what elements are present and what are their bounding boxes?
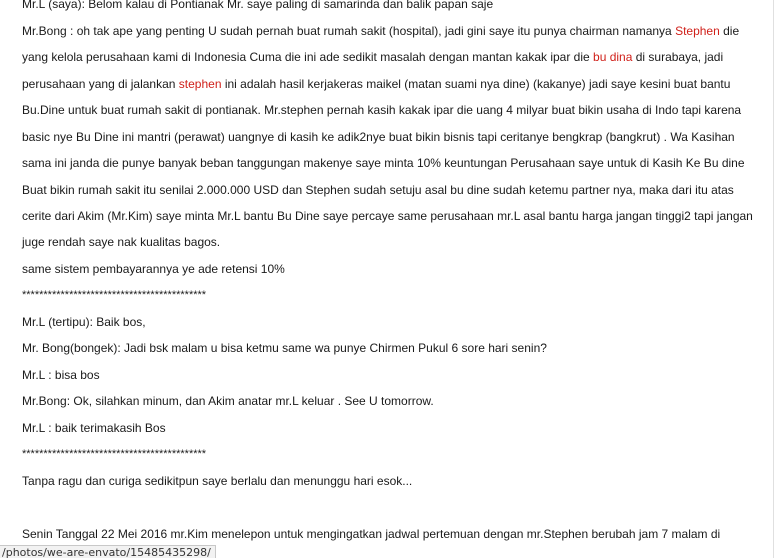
dialog-line-bong-4: Bu.Dine untuk buat rumah sakit di pontianak. Mr.stephen pernah kasih kakak ipar die uang 4 milyar buat bikin usaha di Indo tapi karena xyxy=(22,103,742,117)
narration-tanpa-ragu: Tanpa ragu dan curiga sedikitpun saye berlalu dan menunggu hari esok... xyxy=(22,474,413,488)
text-segment: Mr.Bong : oh tak ape yang penting U sudah pernah buat rumah sakit (hospital), jadi gini saye itu punya chairman namanya xyxy=(22,24,676,38)
dialog-line-sistem: same sistem pembayarannya ye ade retensi 10% xyxy=(22,262,285,276)
dialog-line-tertipu: Mr.L (tertipu): Baik bos, xyxy=(22,315,146,329)
dialog-line-bongek: Mr. Bong(bongek): Jadi bsk malam u bisa ketmu same wa punye Chirmen Pukul 6 sore hari senin? xyxy=(22,341,547,355)
text-segment: perusahaan yang di jalankan xyxy=(22,77,179,91)
highlight-name-stephen: Stephen xyxy=(675,24,720,38)
dialog-line-mrl-saya: Mr.L (saya): Belom kalau di Pontianak Mr. saye paling di samarinda dan balik papan saje xyxy=(22,0,494,11)
highlight-name-stephen-2: stephen xyxy=(178,77,222,91)
dialog-line-bong-6: sama ini janda die punye banyak beban tanggungan makenye saye minta 10% keuntungan Perusahaan saye untuk di Kasih Ke Bu dine xyxy=(22,156,745,170)
dialog-line-bisa-bos: Mr.L : bisa bos xyxy=(22,368,100,382)
dialog-line-bong-1 xyxy=(22,24,739,39)
dialog-line-bong-7: Buat bikin rumah sakit itu senilai 2.000.000 USD dan Stephen sudah setuju asal bu dine sudah ketemu partner nya, maka dari itu atas xyxy=(22,183,734,197)
dialog-line-bong-3 xyxy=(22,77,730,92)
separator-stars-2: ******************************************* xyxy=(22,448,207,460)
text-segment: yang kelola perusahaan kami di Indonesia Cuma die ini ade sedikit masalah dengan mantan kakak ipar die xyxy=(22,50,594,64)
dialog-line-bong-5: basic nye Bu Dine ini mantri (perawat) uangnye di kasih ke adik2nye buat bikin bisnis tapi ceritanye bengkrap (bangkrut) . Wa Kasihan xyxy=(22,130,735,144)
text-segment: die xyxy=(719,24,740,38)
dialog-line-silahkan: Mr.Bong: Ok, silahkan minum, dan Akim anatar mr.L keluar . See U tomorrow. xyxy=(22,394,434,408)
highlight-name-bu-dina: bu dina xyxy=(593,50,633,64)
separator-stars: ******************************************* xyxy=(22,289,207,301)
dialog-line-bong-2 xyxy=(22,50,723,65)
dialog-line-bong-8: cerite dari Akim (Mr.Kim) saye minta Mr.L bantu Bu Dine saye percaye same perusahaan mr.L asal bantu harga jangan tinggi2 tapi jangan xyxy=(22,209,753,223)
status-bar-link-url: /photos/we-are-envato/15485435298/ xyxy=(0,545,216,558)
dialog-line-bong-9: juge rendah saye nak kualitas bagos. xyxy=(22,235,221,249)
text-segment: ini adalah hasil kerjakeras maikel (matan suami nya dine) (kakanye) jadi saye kesini buat bantu xyxy=(221,77,731,91)
dialog-line-terimakasih: Mr.L : baik terimakasih Bos xyxy=(22,421,166,435)
narration-senin-tanggal: Senin Tanggal 22 Mei 2016 mr.Kim menelepon untuk mengingatkan jadwal pertemuan dengan mr.Stephen berubah jam 7 malam di xyxy=(22,527,721,541)
text-segment: di surabaya, jadi xyxy=(632,50,724,64)
